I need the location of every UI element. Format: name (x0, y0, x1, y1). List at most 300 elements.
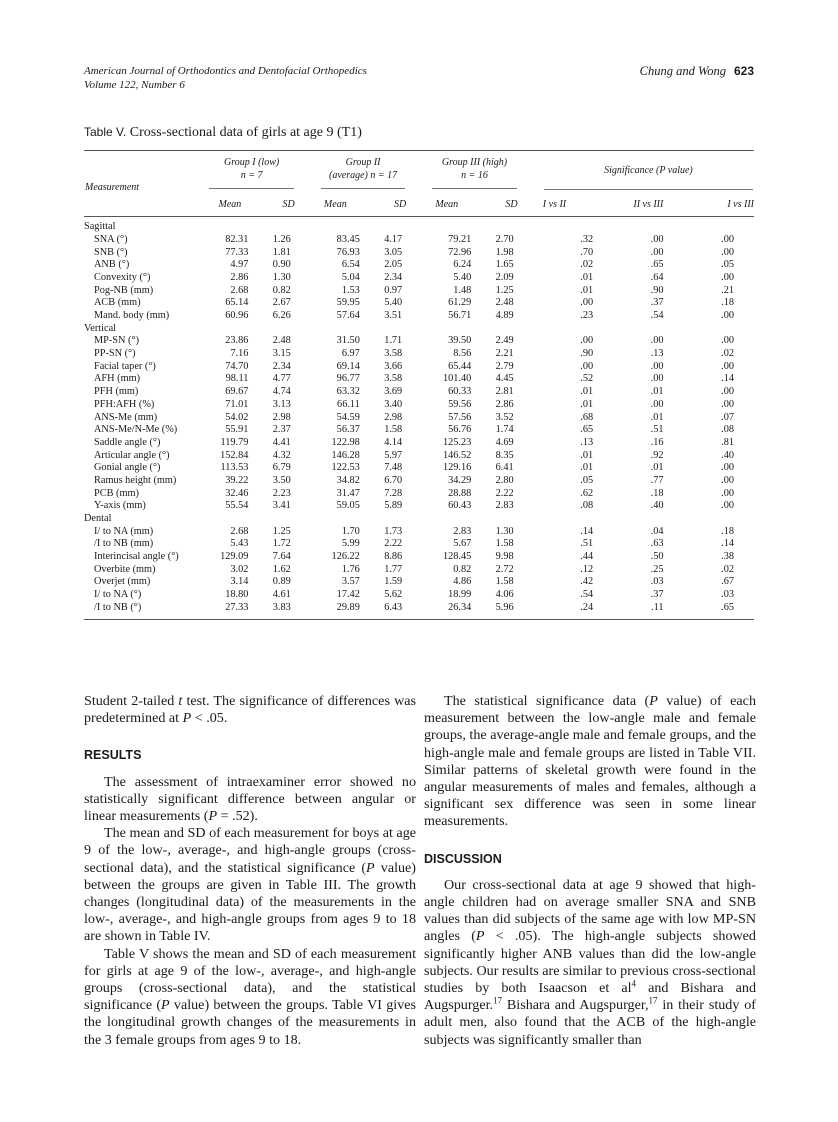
p-ii-vs-iii: .54 (650, 310, 664, 322)
p-i-vs-iii: .18 (721, 297, 734, 309)
section-row-vertical (84, 323, 754, 336)
data-table (84, 150, 754, 620)
p-i-vs-ii: .13 (580, 436, 594, 448)
measurement-name: Overbite (mm) (94, 563, 156, 575)
page-number: 623 (733, 64, 754, 78)
g2-sd: 6.43 (364, 602, 406, 619)
paragraph-intraexaminer: The assessment of intraexaminer error showed no statistically significant difference between angular or linear measurements (P = .52). (84, 773, 416, 825)
g1-mean: 60.96 (225, 310, 249, 322)
p-i-vs-ii: .32 (580, 233, 594, 245)
g2-mean: 54.59 (336, 411, 360, 423)
table-row (84, 437, 754, 450)
g3-sd: 1.98 (495, 246, 514, 258)
p-i-vs-ii: .51 (580, 538, 594, 550)
g3-sd: 2.79 (495, 360, 514, 372)
data-table-container (84, 150, 754, 620)
g2-mean: 1.76 (341, 563, 360, 575)
g1-mean: 77.33 (225, 246, 249, 258)
table-title: Cross-sectional data of girls at age 9 (T1) (129, 125, 362, 140)
g2-sd: 3.05 (384, 246, 403, 258)
g1-sd: 1.62 (272, 563, 291, 575)
author-page (640, 64, 754, 78)
p-i-vs-iii: .00 (721, 398, 734, 410)
paragraph-methods-end: Student 2-tailed t test. The significance of differences was predetermined at P < .05. (84, 693, 416, 727)
paragraph-girls: Table V shows the mean and SD of each measurement for girls at age 9 of the low-, average-, and high-angle groups (cross-sectional data), and the statistical significance (P value) between the groups. Table VI gives the longitudinal growth changes of the measurements in the 3 female groups from ages 9 to 18. (84, 945, 416, 1048)
table-row (84, 272, 754, 285)
p-i-vs-ii: .01 (580, 462, 594, 474)
g2-sd: 5.62 (384, 589, 403, 601)
measurement-name: SNA (°) (94, 233, 128, 245)
table-row (84, 399, 754, 412)
table-row (84, 526, 754, 539)
p-ii-vs-iii: .13 (650, 348, 664, 360)
p-i-vs-iii: .00 (721, 233, 734, 245)
table-row (84, 386, 754, 399)
g1-sd: 4.74 (272, 386, 291, 398)
measurement-name: Convexity (°) (94, 271, 151, 283)
g2-sd: 3.51 (384, 310, 403, 322)
g2-sd: 4.14 (384, 436, 403, 448)
g3-sd: 2.80 (495, 474, 514, 486)
section-label: Vertical (84, 322, 117, 334)
g2-mean: 6.97 (341, 348, 360, 360)
table-row (84, 412, 754, 425)
p-i-vs-ii: .00 (580, 360, 594, 372)
g3-mean: 18.99 (448, 589, 472, 601)
table-row (84, 247, 754, 260)
g1-sd: 4.77 (272, 373, 291, 385)
p-i-vs-iii: .00 (721, 474, 734, 486)
reference-17[interactable]: 17 (493, 995, 503, 1006)
table-row (84, 551, 754, 564)
g3-sd: 1.65 (495, 259, 514, 271)
g1-mean: 113.53 (220, 462, 249, 474)
p-i-vs-ii: .08 (580, 500, 594, 512)
measurement-name: Overjet (mm) (94, 576, 151, 588)
header-ii-vs-iii: II vs III (633, 198, 664, 210)
g3-mean: 1.48 (453, 284, 472, 296)
paragraph-sex-differences: The statistical significance data (P value) of each measurement between the low-angle male and female groups, the average-angle male and female groups, and the high-angle male and female groups are listed in Table VII. Similar patterns of skeletal growth were found in the angular measurements of males and females, although a significant sex difference was seen in some linear measurements. (424, 693, 756, 830)
g3-sd: 4.06 (495, 589, 514, 601)
header-group1: Group I (low) n = 7 (208, 151, 294, 195)
p-ii-vs-iii: .00 (650, 373, 664, 385)
g3-mean: 4.86 (453, 576, 472, 588)
g2-sd: 3.58 (384, 373, 403, 385)
section-label: Sagittal (84, 221, 116, 233)
g1-mean: 55.91 (225, 424, 249, 436)
section-row-dental (84, 513, 754, 526)
p-ii-vs-iii: .63 (650, 538, 664, 550)
journal-name: American Journal of Orthodontics and Dentofacial Orthopedics (84, 65, 367, 77)
g3-mean: 5.67 (453, 538, 472, 550)
g3-sd: 1.25 (495, 284, 514, 296)
g3-sd: 2.70 (495, 233, 514, 245)
measurement-name: Y-axis (mm) (94, 500, 146, 512)
p-ii-vs-iii: .01 (650, 462, 664, 474)
p-i-vs-iii: .00 (721, 360, 734, 372)
p-i-vs-ii: .62 (580, 487, 594, 499)
g3-sd: 1.74 (495, 424, 514, 436)
g3-mean: 34.29 (448, 474, 472, 486)
g2-mean: 59.05 (336, 500, 360, 512)
header-mean-1: Mean (218, 198, 242, 210)
g2-mean: 1.53 (341, 284, 360, 296)
p-i-vs-iii: .00 (721, 271, 734, 283)
g2-mean: 56.37 (336, 424, 360, 436)
p-i-vs-ii: .42 (580, 576, 594, 588)
p-i-vs-ii: .54 (580, 589, 594, 601)
table-row (84, 361, 754, 374)
p-i-vs-iii: .00 (721, 310, 734, 322)
p-ii-vs-iii: .00 (650, 246, 664, 258)
g1-sd: 1.26 (272, 233, 291, 245)
g2-sd: 4.17 (384, 233, 403, 245)
g1-mean: 5.43 (230, 538, 249, 550)
g1-mean: 82.31 (225, 233, 249, 245)
g2-sd: 7.28 (384, 487, 403, 499)
g1-mean: 3.02 (230, 563, 249, 575)
g3-sd: 5.96 (475, 602, 517, 619)
p-i-vs-ii: .02 (580, 259, 594, 271)
g3-mean: 59.56 (448, 398, 472, 410)
table-row (84, 373, 754, 386)
header-group2: Group II (average) n = 17 (320, 151, 406, 195)
g2-sd: 3.58 (384, 348, 403, 360)
discussion-heading: DISCUSSION (424, 851, 502, 866)
measurement-name: Mand. body (mm) (94, 310, 170, 322)
measurement-name: Interincisal angle (°) (94, 551, 179, 563)
g3-sd: 3.52 (495, 411, 514, 423)
p-i-vs-ii: .01 (580, 449, 594, 461)
p-i-vs-iii: .67 (721, 576, 734, 588)
header-i-vs-iii: I vs III (727, 198, 754, 210)
table-caption (84, 125, 362, 141)
g2-mean: 31.47 (336, 487, 360, 499)
g1-sd: 0.82 (272, 284, 291, 296)
g1-sd: 2.48 (272, 335, 291, 347)
g3-mean: 60.33 (448, 386, 472, 398)
g1-sd: 3.13 (272, 398, 291, 410)
g1-mean: 27.33 (208, 602, 252, 619)
p-i-vs-iii: .65 (684, 602, 754, 619)
measurement-name: Saddle angle (°) (94, 436, 161, 448)
table-row (84, 348, 754, 361)
table-row (84, 450, 754, 463)
p-i-vs-ii: .05 (580, 474, 594, 486)
section-label: Dental (84, 513, 112, 525)
header-significance: Significance (P value) (543, 151, 754, 195)
g2-mean: 5.99 (341, 538, 360, 550)
measurement-name: PFH:AFH (%) (94, 398, 155, 410)
g1-sd: 0.89 (272, 576, 291, 588)
g1-mean: 55.54 (225, 500, 249, 512)
g2-mean: 57.64 (336, 310, 360, 322)
p-i-vs-ii: .01 (580, 398, 594, 410)
g3-sd: 1.30 (495, 525, 514, 537)
p-i-vs-iii: .38 (721, 551, 734, 563)
p-i-vs-ii: .70 (580, 246, 594, 258)
g2-mean: 83.45 (336, 233, 360, 245)
body-column-left (84, 693, 416, 1049)
g1-mean: 119.79 (220, 436, 249, 448)
p-i-vs-ii: .44 (580, 551, 594, 563)
g2-mean: 122.53 (331, 462, 360, 474)
reference-17[interactable]: 17 (648, 995, 658, 1006)
g2-sd: 1.73 (384, 525, 403, 537)
g3-sd: 2.81 (495, 386, 514, 398)
measurement-name: I/ to NA (mm) (94, 525, 154, 537)
table-row (84, 424, 754, 437)
g3-mean: 8.56 (453, 348, 472, 360)
p-ii-vs-iii: .18 (650, 487, 664, 499)
g1-sd: 4.41 (272, 436, 291, 448)
measurement-name: AFH (mm) (94, 373, 141, 385)
g1-mean: 7.16 (230, 348, 249, 360)
measurement-name: ANB (°) (94, 259, 130, 271)
g2-mean: 96.77 (336, 373, 360, 385)
g3-mean: 72.96 (448, 246, 472, 258)
p-ii-vs-iii: .16 (650, 436, 664, 448)
g3-sd: 4.69 (495, 436, 514, 448)
p-ii-vs-iii: .01 (650, 411, 664, 423)
g1-mean: 74.70 (225, 360, 249, 372)
g1-sd: 4.61 (272, 589, 291, 601)
g1-sd: 6.26 (272, 310, 291, 322)
p-i-vs-ii: .01 (580, 271, 594, 283)
g2-mean: 17.42 (336, 589, 360, 601)
g1-sd: 1.72 (272, 538, 291, 550)
g3-mean: 146.52 (442, 449, 472, 461)
header-measurement: Measurement (85, 181, 140, 193)
g2-mean: 5.04 (341, 271, 360, 283)
g3-mean: 129.16 (442, 462, 472, 474)
g1-mean: 2.68 (230, 525, 249, 537)
g1-sd: 1.81 (272, 246, 291, 258)
g1-mean: 54.02 (225, 411, 249, 423)
table-row (84, 310, 754, 323)
g2-mean: 63.32 (336, 386, 360, 398)
g3-mean: 128.45 (442, 551, 472, 563)
p-i-vs-iii: .18 (721, 525, 734, 537)
g1-mean: 39.22 (225, 474, 249, 486)
measurement-name: PFH (mm) (94, 386, 139, 398)
p-ii-vs-iii: .51 (650, 424, 664, 436)
header-i-vs-ii: I vs II (542, 198, 567, 210)
g1-mean: 2.68 (230, 284, 249, 296)
measurement-name: I/ to NA (°) (94, 589, 142, 601)
measurement-name: ANS-Me (mm) (94, 411, 158, 423)
p-i-vs-iii: .21 (721, 284, 734, 296)
g2-sd: 2.34 (384, 271, 403, 283)
g2-sd: 0.97 (384, 284, 403, 296)
g2-mean: 3.57 (341, 576, 360, 588)
g3-mean: 125.23 (442, 436, 472, 448)
measurement-name: /I to NB (mm) (94, 538, 154, 550)
g1-mean: 4.97 (230, 259, 249, 271)
g2-sd: 1.59 (384, 576, 403, 588)
g3-sd: 4.89 (495, 310, 514, 322)
table-row (84, 297, 754, 310)
p-i-vs-iii: .00 (721, 487, 734, 499)
table-label: Table V. (84, 125, 127, 139)
p-i-vs-ii: .65 (580, 424, 594, 436)
p-i-vs-ii: .01 (580, 284, 594, 296)
p-i-vs-ii: .24 (543, 602, 613, 619)
p-ii-vs-iii: .77 (650, 474, 664, 486)
g2-sd: 3.66 (384, 360, 403, 372)
reference-4[interactable]: 4 (631, 978, 637, 989)
g3-sd: 1.58 (495, 576, 514, 588)
g1-mean: 98.11 (225, 373, 249, 385)
g1-mean: 152.84 (220, 449, 249, 461)
measurement-name: Facial taper (°) (94, 360, 156, 372)
g2-sd: 1.77 (384, 563, 403, 575)
table-row (84, 538, 754, 551)
g2-sd: 7.48 (384, 462, 403, 474)
table-row (84, 335, 754, 348)
g2-mean: 6.54 (341, 259, 360, 271)
g1-sd: 3.41 (272, 500, 291, 512)
p-ii-vs-iii: .25 (650, 563, 664, 575)
g1-sd: 4.32 (272, 449, 291, 461)
g3-sd: 8.35 (495, 449, 514, 461)
p-ii-vs-iii: .37 (650, 589, 664, 601)
g3-sd: 2.86 (495, 398, 514, 410)
table-row (84, 500, 754, 513)
header-sd-3: SD (505, 198, 518, 210)
g3-mean: 101.40 (442, 373, 472, 385)
p-ii-vs-iii: .01 (650, 386, 664, 398)
p-i-vs-iii: .14 (721, 538, 734, 550)
g3-mean: 2.83 (453, 525, 472, 537)
paragraph-discussion: Our cross-sectional data at age 9 showed that high-angle children had on average smaller SNA and SNB values than did subjects of the same age with low MP-SN angles (P < .05). The high-angle subjects showed significantly higher ANB values than did the low-angle subjects. Our results are similar to previous cross-sectional studies by both Isaacson et $al^4$ and Bishara and Augspurger.$^{17}$ Bishara and Augspurger,$^{17}$ in their study of adult men, also found that the ACB of the high-angle subjects was significantly smaller than (424, 876, 756, 1048)
g2-sd: 5.89 (384, 500, 403, 512)
measurement-name: ACB (mm) (94, 297, 141, 309)
g1-sd: 2.37 (272, 424, 291, 436)
g3-mean: 61.29 (448, 297, 472, 309)
g2-sd: 3.69 (384, 386, 403, 398)
p-i-vs-iii: .00 (721, 462, 734, 474)
measurement-name: PP-SN (°) (94, 348, 136, 360)
g1-mean: 71.01 (225, 398, 249, 410)
p-i-vs-iii: .03 (721, 589, 734, 601)
journal-volume: Volume 122, Number 6 (84, 79, 185, 91)
g2-sd: 6.70 (384, 474, 403, 486)
p-i-vs-ii: .90 (580, 348, 594, 360)
p-i-vs-iii: .00 (721, 500, 734, 512)
table-row (84, 462, 754, 475)
g1-sd: 6.79 (272, 462, 291, 474)
g3-sd: 4.45 (495, 373, 514, 385)
measurement-name: Articular angle (°) (94, 449, 170, 461)
g2-mean: 29.89 (320, 602, 364, 619)
measurement-name: SNB (°) (94, 246, 128, 258)
g1-mean: 69.67 (225, 386, 249, 398)
table-header-groups (84, 151, 754, 195)
table-row (84, 564, 754, 577)
g1-mean: 129.09 (220, 551, 249, 563)
table-row (84, 488, 754, 501)
g3-mean: 79.21 (448, 233, 472, 245)
g3-sd: 6.41 (495, 462, 514, 474)
g3-mean: 60.43 (448, 500, 472, 512)
p-ii-vs-iii: .00 (650, 360, 664, 372)
table-row (84, 285, 754, 298)
p-i-vs-ii: .12 (580, 563, 594, 575)
g1-sd: 2.67 (272, 297, 291, 309)
p-ii-vs-iii: .00 (650, 233, 664, 245)
p-ii-vs-iii: .50 (650, 551, 664, 563)
g1-sd: 2.23 (272, 487, 291, 499)
g3-sd: 2.22 (495, 487, 514, 499)
g2-sd: 5.97 (384, 449, 403, 461)
table-row (84, 259, 754, 272)
g2-sd: 2.98 (384, 411, 403, 423)
p-i-vs-iii: .05 (721, 259, 734, 271)
p-i-vs-iii: .00 (721, 386, 734, 398)
g2-mean: 66.11 (337, 398, 360, 410)
p-i-vs-iii: .14 (721, 373, 734, 385)
p-ii-vs-iii: .37 (650, 297, 664, 309)
p-ii-vs-iii: .90 (650, 284, 664, 296)
g1-mean: 2.86 (230, 271, 249, 283)
g3-mean: 5.40 (453, 271, 472, 283)
table-row (84, 475, 754, 488)
header-sd-2: SD (393, 198, 407, 210)
p-i-vs-iii: .00 (721, 335, 734, 347)
g2-mean: 76.93 (336, 246, 360, 258)
g3-sd: 2.48 (495, 297, 514, 309)
p-i-vs-iii: .40 (721, 449, 734, 461)
measurement-name: PCB (mm) (94, 487, 139, 499)
g3-sd: 2.49 (495, 335, 514, 347)
g1-sd: 3.15 (272, 348, 291, 360)
header-group3: Group III (high) n = 16 (431, 151, 517, 195)
g3-sd: 1.58 (495, 538, 514, 550)
g1-sd: 2.98 (272, 411, 291, 423)
p-ii-vs-iii: .04 (650, 525, 664, 537)
paragraph-boys: The mean and SD of each measurement for boys at age 9 of the low-, average-, and high-angle groups (cross-sectional data), and the statistical significance (P value) between the groups are given in Table III. The growth changes (longitudinal data) of the measurements in the low-, average-, and high-angle groups from ages 9 to 18 are shown in Table IV. (84, 825, 416, 945)
g1-mean: 3.14 (230, 576, 249, 588)
p-i-vs-ii: .68 (580, 411, 594, 423)
g1-sd: 3.50 (272, 474, 291, 486)
p-ii-vs-iii: .40 (650, 500, 664, 512)
g3-mean: 26.34 (431, 602, 475, 619)
g3-mean: 56.76 (448, 424, 472, 436)
measurement-name: MP-SN (°) (94, 335, 140, 347)
g1-sd: 1.30 (272, 271, 291, 283)
g3-sd: 2.83 (495, 500, 514, 512)
g1-mean: 32.46 (225, 487, 249, 499)
p-i-vs-ii: .00 (580, 335, 594, 347)
g3-mean: 65.44 (448, 360, 472, 372)
g2-sd: 1.58 (384, 424, 403, 436)
g1-sd: 3.83 (252, 602, 294, 619)
p-ii-vs-iii: .64 (650, 271, 664, 283)
p-ii-vs-iii: .11 (613, 602, 683, 619)
p-ii-vs-iii: .92 (650, 449, 664, 461)
g1-mean: 65.14 (225, 297, 249, 309)
g2-mean: 34.82 (336, 474, 360, 486)
p-i-vs-ii: .14 (580, 525, 594, 537)
g2-sd: 1.71 (384, 335, 403, 347)
g1-sd: 0.90 (272, 259, 291, 271)
p-i-vs-iii: .02 (721, 348, 734, 360)
g3-mean: 6.24 (453, 259, 472, 271)
p-ii-vs-iii: .00 (650, 335, 664, 347)
measurement-name: ANS-Me/N-Me (%) (94, 424, 178, 436)
g3-sd: 2.09 (495, 271, 514, 283)
